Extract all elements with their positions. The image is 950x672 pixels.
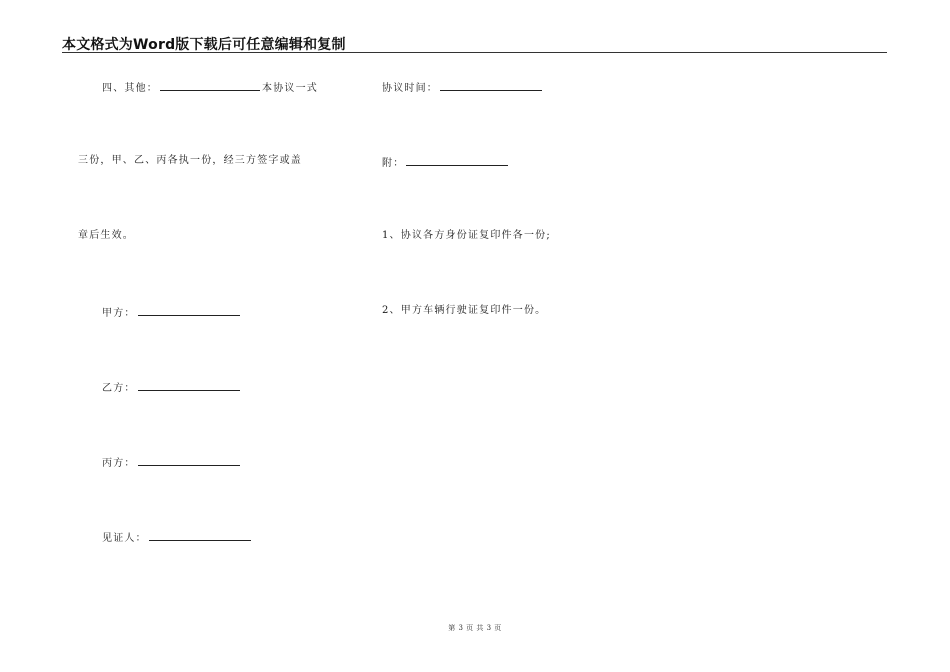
witness-signature-line <box>102 530 253 545</box>
attachment-item-1: 1、协议各方身份证复印件各一份; <box>382 230 551 241</box>
party-b-signature-line <box>102 380 242 395</box>
party-a-blank <box>138 305 240 316</box>
document-header-title: 本文格式为Word版下载后可任意编辑和复制 <box>62 37 346 53</box>
party-b-label: 乙方： <box>102 383 136 394</box>
attachment-blank <box>406 155 508 166</box>
copies-clause-line: 三份，甲、乙、丙各执一份，经三方签字或盖 <box>78 155 302 166</box>
header-divider <box>62 52 887 53</box>
witness-label: 见证人： <box>102 533 147 544</box>
other-clause-line <box>102 80 318 95</box>
party-a-label: 甲方： <box>102 308 136 319</box>
attachment-label: 附： <box>382 158 405 169</box>
party-b-blank <box>138 380 240 391</box>
agreement-date-blank <box>440 80 542 91</box>
party-c-label: 丙方： <box>102 458 136 469</box>
agreement-date-label: 协议时间： <box>382 83 438 94</box>
witness-blank <box>149 530 251 541</box>
party-a-signature-line <box>102 305 242 320</box>
other-clause-blank <box>160 80 260 91</box>
attachment-line <box>382 155 510 170</box>
effective-clause-line: 章后生效。 <box>78 230 134 241</box>
attachment-item-2: 2、甲方车辆行驶证复印件一份。 <box>382 305 547 316</box>
other-clause-prefix: 四、其他： <box>102 83 158 94</box>
page-number-footer: 第 3 页 共 3 页 <box>448 624 502 632</box>
other-clause-suffix: 本协议一式 <box>262 83 318 94</box>
party-c-signature-line <box>102 455 242 470</box>
party-c-blank <box>138 455 240 466</box>
agreement-date-line <box>382 80 544 95</box>
